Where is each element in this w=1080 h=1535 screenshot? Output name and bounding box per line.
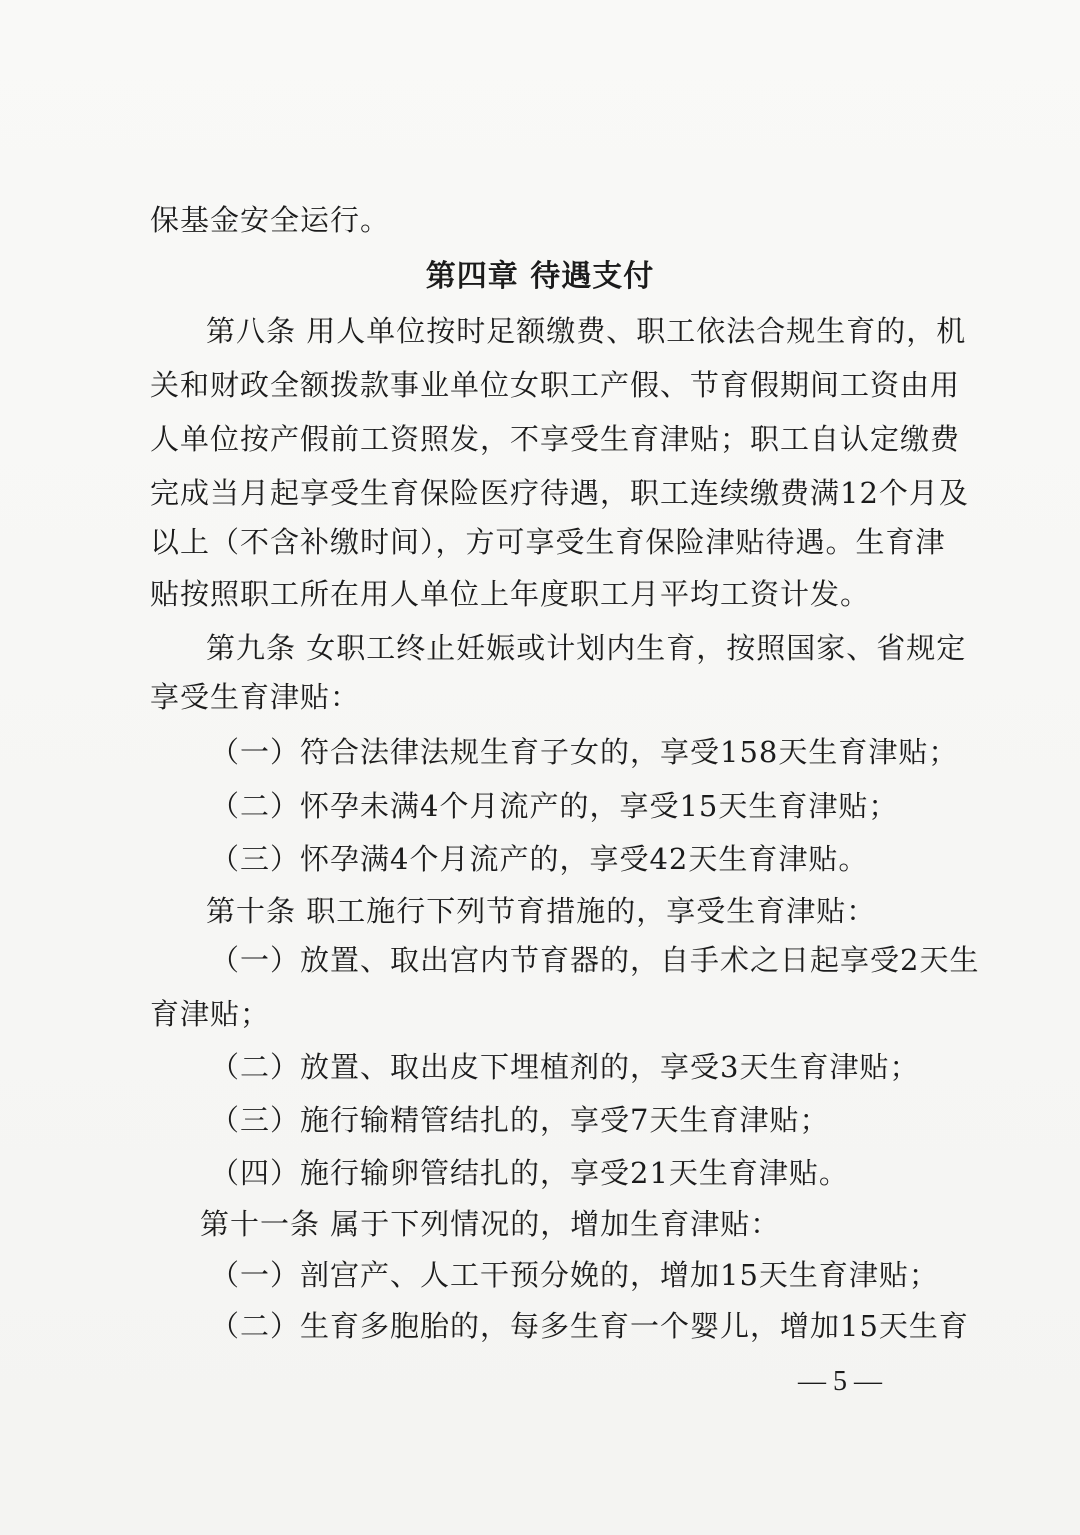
article-8-line: 完成当月起享受生育保险医疗待遇，职工连续缴费满12个月及 (150, 476, 969, 510)
chapter-heading: 第四章 待遇支付 (425, 259, 655, 294)
article-10-item: （一）放置、取出宫内节育器的，自手术之日起享受2天生 (210, 943, 980, 977)
article-9-item: （一）符合法律法规生育子女的，享受158天生育津贴； (210, 735, 959, 769)
article-8-line: 第八条 用人单位按时足额缴费、职工依法合规生育的，机 (206, 314, 967, 348)
article-10-item: （三）施行输精管结扎的，享受7天生育津贴； (210, 1103, 830, 1137)
article-10-item: 育津贴； (150, 997, 271, 1031)
article-10-line: 第十条 职工施行下列节育措施的，享受生育津贴： (206, 894, 877, 928)
article-10-item: （二）放置、取出皮下埋植剂的，享受3天生育津贴； (210, 1050, 920, 1084)
article-8-line: 人单位按产假前工资照发，不享受生育津贴；职工自认定缴费 (150, 422, 961, 456)
article-11-item: （二）生育多胞胎的，每多生育一个婴儿，增加15天生育 (210, 1309, 969, 1343)
article-9-item: （二）怀孕未满4个月流产的，享受15天生育津贴； (210, 789, 899, 823)
article-10-item: （四）施行输卵管结扎的，享受21天生育津贴。 (210, 1156, 849, 1190)
article-8-line: 关和财政全额拨款事业单位女职工产假、节育假期间工资由用 (150, 368, 961, 402)
article-9-line: 第九条 女职工终止妊娠或计划内生育，按照国家、省规定 (206, 631, 967, 665)
article-9-line: 享受生育津贴： (150, 680, 361, 714)
page-number: — 5 — (798, 1366, 882, 1397)
continuation-text: 保基金安全运行。 (150, 203, 391, 237)
article-9-item: （三）怀孕满4个月流产的，享受42天生育津贴。 (210, 842, 869, 876)
article-8-line: 以上（不含补缴时间），方可享受生育保险津贴待遇。生育津 (150, 525, 946, 559)
article-11-line: 第十一条 属于下列情况的，增加生育津贴： (200, 1207, 781, 1241)
article-11-item: （一）剖宫产、人工干预分娩的，增加15天生育津贴； (210, 1258, 939, 1292)
article-8-line: 贴按照职工所在用人单位上年度职工月平均工资计发。 (150, 577, 871, 611)
